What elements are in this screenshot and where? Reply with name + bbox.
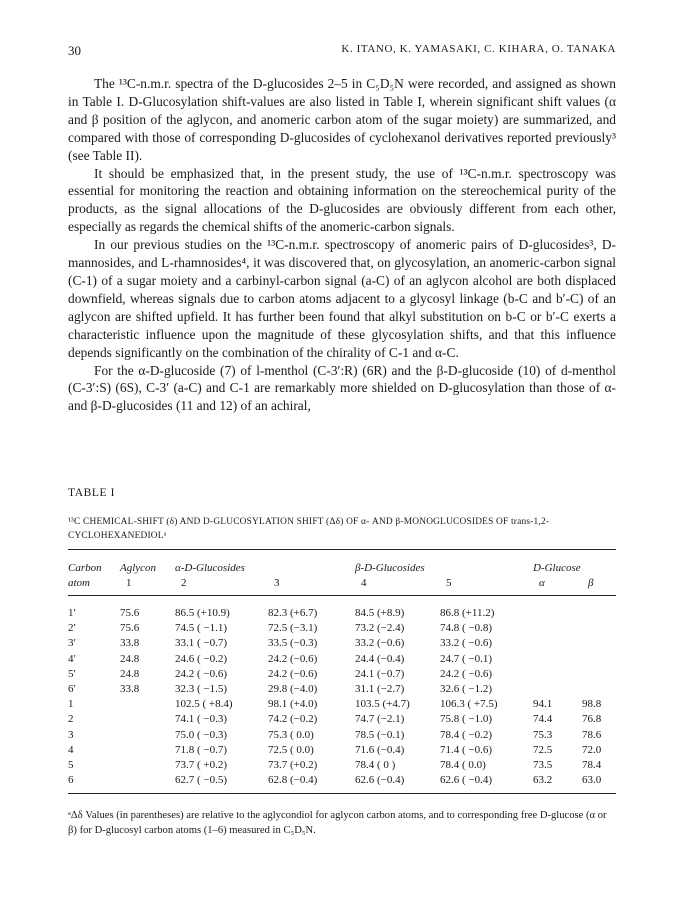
paragraph: For the α-D-glucoside (7) of l-menthol (C-3′:R) (6R) and the β-D-glucoside (10) of d-menthol (C-3′:S) (6S), C-3′ (a-C) and C-1 are remarkably more shielded on D-glucosylation than those of α- and β-D-glucosides (11 and 12) of an achiral,	[68, 362, 616, 414]
table-cell: 62.7 ( −0.5)	[175, 774, 228, 787]
table-header-rule	[68, 595, 616, 596]
table-cell: 33.8	[120, 683, 140, 695]
table-cell: 24.8	[120, 667, 140, 680]
table-cell: 71.6 (−0.4)	[355, 743, 405, 756]
table-cell: 72.5 ( 0.0)	[268, 743, 314, 756]
table-footnote: ᵃΔδ Values (in parentheses) are relative to the aglycondiol for aglycon carbon atoms, and to corresponding free D-glucose (α or β) for D-glucosyl carbon atoms (1–6) measured in C₅D₅N.	[68, 810, 607, 836]
table-cell: 24.8	[120, 652, 140, 665]
table-cell: 4	[68, 743, 74, 756]
table-cell: 71.4 ( −0.6)	[440, 743, 493, 756]
table-cell: 24.2 ( −0.6)	[440, 667, 493, 680]
paragraph: It should be emphasized that, in the present study, the use of ¹³C-n.m.r. spectroscopy was essential for monitoring the reaction and obtaining information on the stereochemical purity of the products, as the signal allocations of the D-glucosides are obviously different from each other, especially as regards the chemical shifts of the anomeric-carbon signals.	[68, 165, 616, 235]
table-cell: 78.6	[582, 728, 602, 741]
table-cell: 32.6 ( −1.2)	[440, 683, 493, 695]
table-cell: 63.0	[582, 774, 602, 787]
table-cell: 74.8 ( −0.8)	[440, 622, 493, 635]
table-cell: 72.0	[582, 743, 602, 756]
table-cell: 5′	[68, 667, 76, 680]
page-number: 30	[68, 43, 81, 58]
table-cell: 29.8 (−4.0)	[268, 683, 318, 695]
table-header-cell: β-D-Glucosides	[355, 562, 425, 574]
table-cell: 6′	[68, 683, 76, 695]
table-subheader-cell: 2	[181, 577, 187, 589]
table-cell: 73.5	[533, 759, 553, 771]
body-text	[68, 75, 616, 415]
table-cell: 86.8 (+11.2)	[440, 607, 495, 619]
table-cell: 78.5 (−0.1)	[355, 728, 405, 741]
table-cell: 86.5 (+10.9)	[175, 607, 230, 619]
table-cell: 76.8	[582, 713, 602, 726]
table-cell: 75.0 ( −0.3)	[175, 728, 228, 741]
table-cell: 74.4	[533, 713, 553, 726]
table-cell: 75.3	[533, 728, 553, 741]
table-cell: 74.7 (−2.1)	[355, 713, 405, 726]
table-cell: 82.3 (+6.7)	[268, 607, 318, 619]
table-cell: 62.8 (−0.4)	[268, 774, 318, 787]
table-cell: 6	[68, 774, 74, 787]
table-cell: 33.2 (−0.6)	[355, 637, 405, 650]
paragraph: In our previous studies on the ¹³C-n.m.r. spectroscopy of anomeric pairs of D-glucosides³, D-mannosides, and L-rhamnosides⁴, it was discovered that, on glycosylation, an anomeric-carbon signal (C-1) of a sugar moiety and a carbinyl-carbon signal (a-C) of an aglycon alcohol are both displaced downfield, whereas signals due to carbon atoms adjacent to a glycosyl linkage (b-C and b′-C) of an aglycon are shifted upfield. It has further been found that alkyl substitution on b-C or b′-C exerts a characteristic influence upon the magnitude of these glycosylation shifts, and that this influence depends significantly on the combination of the chirality of C-1 and α-C.	[68, 237, 616, 360]
table-cell: 71.8 ( −0.7)	[175, 743, 228, 756]
table-cell: 98.1 (+4.0)	[268, 698, 318, 711]
table-cell: 5	[68, 759, 74, 771]
table-cell: 103.5 (+4.7)	[355, 698, 410, 711]
table-cell: 33.5 (−0.3)	[268, 637, 318, 650]
table-cell: 33.8	[120, 637, 140, 650]
table-cell: 74.5 ( −1.1)	[175, 622, 228, 635]
table-cell: 94.1	[533, 698, 553, 711]
table-cell: 78.4 ( 0 )	[355, 759, 396, 771]
table-cell: 73.7 (+0.2)	[268, 759, 318, 771]
table-cell: 24.4 (−0.4)	[355, 652, 405, 665]
table-cell: 33.1 ( −0.7)	[175, 637, 228, 650]
table-cell: 24.2 ( −0.6)	[175, 667, 228, 680]
page-header	[68, 43, 616, 61]
table-cell: 24.2 (−0.6)	[268, 667, 318, 680]
table-cell: 24.7 ( −0.1)	[440, 652, 493, 665]
table-subheader-cell: β	[588, 577, 594, 589]
table-cell: 75.8 ( −1.0)	[440, 713, 493, 726]
table-subheader-cell: 1	[126, 577, 132, 589]
table-header-cell: α-D-Glucosides	[175, 562, 245, 574]
table-cell: 33.2 ( −0.6)	[440, 637, 493, 650]
table-cell: 75.6	[120, 622, 140, 635]
table-cell: 73.2 (−2.4)	[355, 622, 405, 635]
table-cell: 62.6 ( −0.4)	[440, 774, 493, 787]
table-subheader-cell: 3	[274, 577, 280, 589]
running-head: K. ITANO, K. YAMASAKI, C. KIHARA, O. TANAKA	[341, 43, 616, 55]
table-header-cell: Carbon	[68, 562, 102, 574]
table-cell: 24.1 (−0.7)	[355, 667, 405, 680]
table-cell: 3	[68, 728, 74, 741]
paragraph: The ¹³C-n.m.r. spectra of the D-glucosides 2–5 in C₅D₅N were recorded, and assigned as shown in Table I. D-Glucosylation shift-values are also listed in Table I, wherein significant shift values (α and β position of the aglycon, and anomeric carbon atom of the sugar moiety) are summarized, and compared with those of corresponding D-glucosides of cyclohexanol derivatives reported previously³ (see Table II).	[68, 76, 616, 163]
table-cell: 62.6 (−0.4)	[355, 774, 405, 787]
table-subheader-cell: 4	[361, 577, 367, 589]
table-cell: 74.1 ( −0.3)	[175, 713, 228, 726]
table-cell: 102.5 ( +8.4)	[175, 698, 233, 711]
table-cell: 78.4	[582, 759, 602, 771]
table-header-cell: Aglycon	[120, 562, 157, 574]
table-cell: 84.5 (+8.9)	[355, 607, 405, 619]
table-cell: 74.2 (−0.2)	[268, 713, 318, 726]
table-cell: 2′	[68, 622, 76, 635]
table-cell: 1′	[68, 607, 76, 619]
table-bottom-rule	[68, 793, 616, 794]
table-cell: 24.6 ( −0.2)	[175, 652, 228, 665]
table-cell: 3′	[68, 637, 76, 650]
table-cell: 4′	[68, 652, 76, 665]
table-cell: 78.4 ( 0.0)	[440, 759, 486, 771]
table-header-cell: D-Glucose	[533, 562, 581, 574]
table-cell: 72.5	[533, 743, 553, 756]
table-cell: 75.6	[120, 607, 140, 619]
table-cell: 106.3 ( +7.5)	[440, 698, 498, 711]
table-cell: 2	[68, 713, 74, 726]
table-subheader-cell: α	[539, 577, 545, 589]
table-cell: 1	[68, 698, 74, 711]
table-cell: 32.3 ( −1.5)	[175, 683, 228, 695]
table-cell: 24.2 (−0.6)	[268, 652, 318, 665]
table-cell: 31.1 (−2.7)	[355, 683, 405, 695]
table-caption: ¹³C CHEMICAL-SHIFT (δ) AND D-GLUCOSYLATION SHIFT (Δδ) OF α- AND β-MONOGLUCOSIDES OF trans-1,2-CYCLOHEXANEDIOLᵃ	[68, 517, 550, 541]
table-subheader-cell: 5	[446, 577, 452, 589]
table-cell: 73.7 ( +0.2)	[175, 759, 228, 771]
table-subheader-cell: atom	[68, 577, 90, 589]
table-label: TABLE I	[68, 487, 116, 499]
table-top-rule	[68, 549, 616, 550]
table-cell: 63.2	[533, 774, 553, 787]
table-cell: 78.4 ( −0.2)	[440, 728, 493, 741]
table-cell: 72.5 (−3.1)	[268, 622, 318, 635]
table-cell: 98.8	[582, 698, 602, 711]
table-cell: 75.3 ( 0.0)	[268, 728, 314, 741]
